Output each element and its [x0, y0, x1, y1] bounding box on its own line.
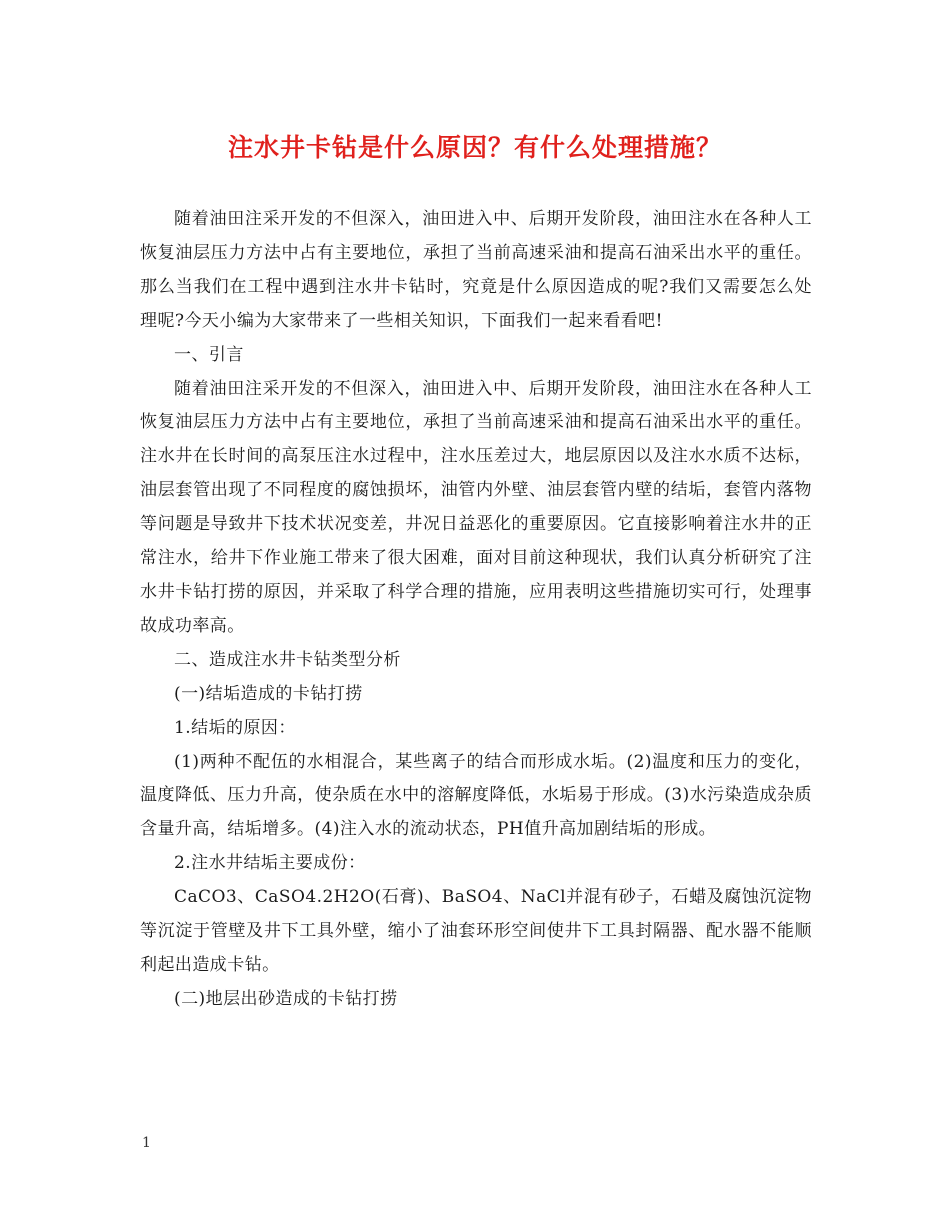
document-title: 注水井卡钻是什么原因？有什么处理措施？: [227, 133, 722, 162]
page-number: 1: [142, 1135, 151, 1151]
paragraph-intro: 随着油田注采开发的不但深入，油田进入中、后期开发阶段，油田注水在各种人工恢复油层压力方法中占有主要地位，承担了当前高速采油和提高石油采出水平的重任。那么当我们在工程中遇到注水井卡钻时，究竟是什么原因造成的呢?我们又需要怎么处理呢?今天小编为大家带来了一些相关知识，下面我们一起来看看吧!: [140, 209, 812, 331]
paragraph-section-1: 随着油田注采开发的不但深入，油田进入中、后期开发阶段，油田注水在各种人工恢复油层压力方法中占有主要地位，承担了当前高速采油和提高石油采出水平的重任。注水井在长时间的高泵压注水过程中，注水压差过大，地层原因以及注水水质不达标，油层套管出现了不同程度的腐蚀损坏，油管内外壁、油层套管内壁的结垢，套管内落物等问题是导致井下技术状况变差，井况日益恶化的重要原因。它直接影响着注水井的正常注水，给井下作业施工带来了很大困难，面对目前这种现状，我们认真分析研究了注水井卡钻打捞的原因，并采取了科学合理的措施，应用表明这些措施切实可行，处理事故成功率高。: [140, 378, 812, 636]
paragraph-scaling-components: CaCO3、CaSO4.2H2O(石膏)、BaSO4、NaCl并混有砂子，石蜡及腐蚀沉淀物等沉淀于管壁及井下工具外壁，缩小了油套环形空间使井下工具封隔器、配水器不能顺利起出造成卡钻。: [140, 887, 812, 975]
paragraph-scaling-causes: (1)两种不配伍的水相混合，某些离子的结合而形成水垢。(2)温度和压力的变化，温度降低、压力升高，使杂质在水中的溶解度降低，水垢易于形成。(3)水污染造成杂质含量升高，结垢增多。(4)注入水的流动状态，PH值升高加剧结垢的形成。: [140, 751, 812, 840]
heading-section-1: 一、引言: [174, 344, 244, 365]
heading-section-2: 二、造成注水井卡钻类型分析: [174, 649, 401, 670]
heading-subsection-2: (二)地层出砂造成的卡钻打捞: [174, 988, 398, 1009]
heading-scaling-components: 2.注水井结垢主要成份：: [174, 853, 366, 874]
document-body: [140, 203, 812, 1017]
heading-subsection-1: (一)结垢造成的卡钻打捞: [174, 683, 363, 704]
heading-scaling-causes: 1.结垢的原因：: [174, 717, 296, 738]
